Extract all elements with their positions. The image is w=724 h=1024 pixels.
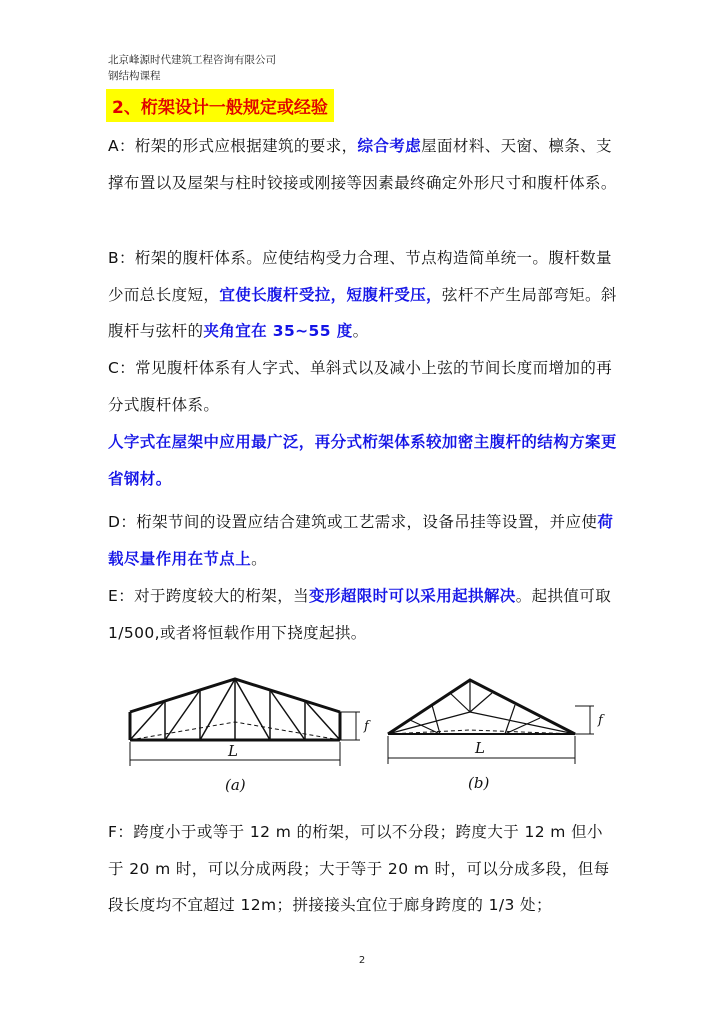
blue-note: 人字式在屋架中应用最广泛，再分式桁架体系较加密主腹杆的结构方案更省钢材。: [108, 433, 617, 488]
page-number: 2: [358, 955, 366, 966]
paragraph-a-suffix: 屋面材料、天窗、檩条、支撑布置以及屋架与柱时铰接或刚接等因素最终确定外形尺寸和腹杆体系。: [108, 137, 617, 192]
span-label-a: L: [228, 742, 238, 760]
rise-label-a: f: [364, 719, 369, 734]
paragraph-e-emphasis: 变形超限时可以采用起拱解决: [309, 587, 516, 605]
paragraph-d: [108, 504, 618, 577]
paragraph-b-prefix: B：桁架的腹杆体系。应使结构受力合理、节点构造简单统一。腹杆数量少而总长度短，: [108, 249, 612, 304]
paragraph-b: [108, 240, 618, 350]
paragraph-c: C：常见腹杆体系有人字式、单斜式以及减小上弦的节间长度而增加的再分式腹杆体系。: [108, 359, 613, 414]
company-name: 北京峰源时代建筑工程咨询有限公司: [108, 54, 276, 66]
caption-b: (b): [468, 774, 490, 792]
paragraph-a-prefix: A：桁架的形式应根据建筑的要求，: [108, 137, 358, 155]
truss-a: [130, 679, 360, 766]
paragraph-e-suffix: 。起拱值可取 1/500,或者将恒载作用下挠度起拱。: [108, 587, 612, 642]
section-title-wrap: [106, 89, 334, 122]
paragraph-b-mid: 弦杆不产生局部弯矩。斜腹杆与弦杆的: [108, 285, 617, 340]
page-header: [108, 52, 276, 84]
course-name: 钢结构课程: [108, 70, 161, 82]
paragraph-d-suffix: 。: [251, 549, 268, 568]
paragraph-d-prefix: D：桁架节间的设置应结合建筑或工艺需求，设备吊挂等设置，并应使: [108, 513, 598, 531]
paragraph-f: F：跨度小于或等于 12 m 的桁架，可以不分段；跨度大于 12 m 但小于 20 m 时，可以分成两段；大于等于 20 m 时，可以分成多段，但每段长度均不宜超过 12m；拼接接头宜位于廊身跨度的 1/3 处；: [108, 823, 610, 914]
paragraph-d-emphasis: 荷载尽量作用在节点上: [108, 513, 614, 568]
truss-b: [388, 680, 594, 764]
span-label-b: L: [475, 739, 485, 757]
truss-diagram: [120, 672, 610, 807]
rise-label-b: f: [598, 713, 603, 728]
paragraph-b-suffix: 。: [352, 322, 369, 340]
section-title: 2、桁架设计一般规定或经验: [106, 89, 334, 122]
paragraph-b-emphasis-2: 夹角宜在 35~55 度: [203, 322, 353, 340]
paragraph-a-emphasis: 综合考虑: [357, 137, 422, 155]
paragraph-e-prefix: E：对于跨度较大的桁架，当: [108, 587, 309, 605]
truss-figure: [120, 672, 610, 807]
paragraph-e: [108, 578, 618, 651]
paragraph-a: [108, 128, 618, 201]
paragraph-b-emphasis-1: 宜使长腹杆受拉，短腹杆受压，: [219, 285, 442, 304]
caption-a: (a): [225, 776, 246, 794]
